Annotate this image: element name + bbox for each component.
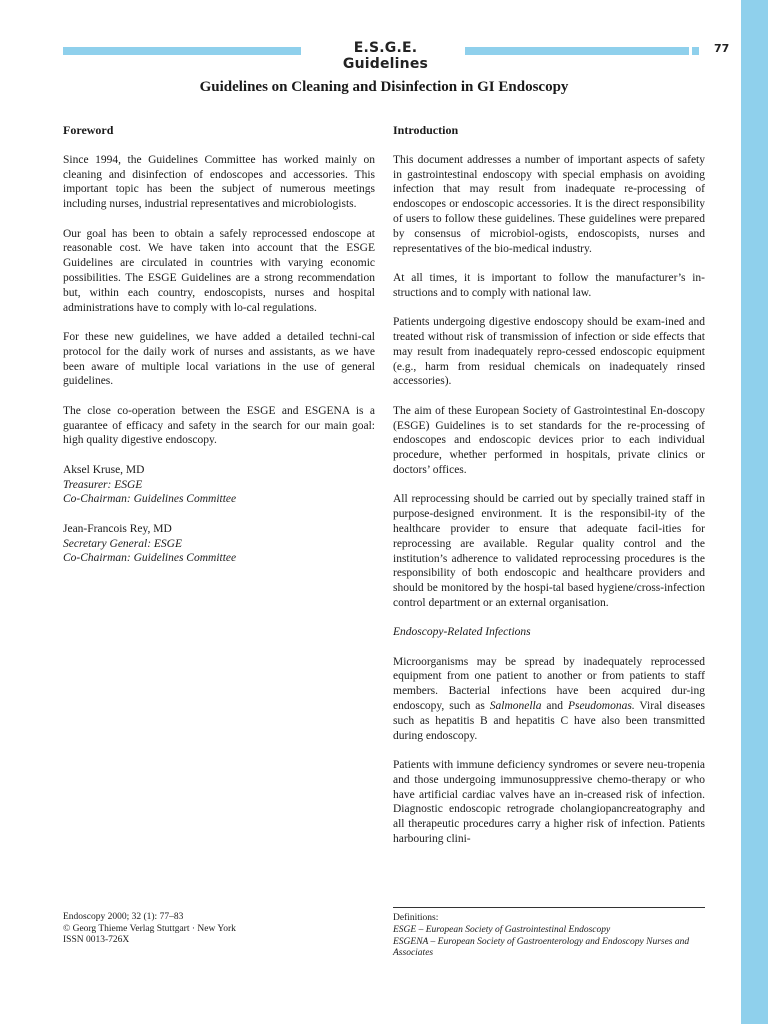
paragraph-text: Microorganisms may be spread by inadequately reprocessed equipment from one patient to another or from patients to staff members. Bacterial infections have been acquired dur-ing endoscopy, such as (393, 655, 705, 713)
page-number: 77 (714, 42, 730, 55)
signer-role: Co-Chairman: Guidelines Committee (63, 552, 237, 565)
signer-role: Co-Chairman: Guidelines Committee (63, 493, 237, 506)
signature-block-1 (63, 463, 375, 507)
introduction-paragraph-7: Patients with immune deficiency syndromes or severe neu-tropenia and those undergoing immunosuppressive chemo-therapy or who have artificial cardiac valves have an in-creased risk of infection. Diagnostic endoscopic retrograde cholangiopancreatography and all therapeutic procedures carry a higher risk of infection. Patients harbouring clini- (393, 759, 705, 846)
introduction-paragraph-2: At all times, it is important to follow the manufacturer’s in-structions and to comply with national law. (393, 271, 705, 299)
introduction-paragraph-3: Patients undergoing digestive endoscopy should be exam-ined and treated without risk of transmission of infection or side effects that may result from inadequately repro-cessed endoscopic equipment (e.g., harm from residual chemicals on inadequately rinsed accessories). (393, 316, 705, 388)
running-header (63, 40, 699, 72)
definitions-label: Definitions: (393, 913, 439, 923)
citation-line: Endoscopy 2000; 32 (1): 77–83 (63, 912, 184, 922)
definition-esge: ESGE – European Society of Gastrointestinal Endoscopy (393, 924, 611, 935)
signer-role: Secretary General: ESGE (63, 537, 183, 550)
foreword-paragraph-3: For these new guidelines, we have added a detailed techni-cal protocol for the daily work of nurses and assistants, as we have been aware of multiple local variations in the use of general guidelines. (63, 330, 375, 388)
introduction-paragraph-5: All reprocessing should be carried out by specially trained staff in purpose-designed environment. It is the responsibil-ity of the healthcare provider to ensure that adequate facil-ities for reprocessing are available. Regular quality control and the institution’s adherence to validated reprocessing procedures is the responsibility of both endoscopic and healthcare providers and should be monitored by the hospi-tal based hygiene/cross-infection control department or an external organisation. (393, 493, 705, 609)
footnote-divider (393, 907, 705, 908)
foreword-heading: Foreword (63, 123, 114, 137)
document-title: Guidelines on Cleaning and Disinfection in GI Endoscopy (199, 79, 569, 95)
definitions-footnote (393, 913, 705, 960)
paragraph-text: Viral diseases such as hepatitis B and hepatitis C have also been transmitted during endoscopy. (393, 700, 705, 742)
foreword-paragraph-2: Our goal has been to obtain a safely reprocessed endoscope at reasonable cost. We have taken into account that the ESGE Guidelines are circulated in countries with varying economic possibilities. The ESGE Guidelines are a strong recommendation but, within each country, endoscopists, nurses and hospital administrations have to comply with lo-cal regulations. (63, 227, 375, 314)
signer-role: Treasurer: ESGE (63, 478, 143, 491)
introduction-column (393, 123, 705, 861)
foreword-paragraph-4: The close co-operation between the ESGE and ESGENA is a guarantee of efficacy and safety in the search for our main goal: high quality digestive endoscopy. (63, 404, 375, 447)
introduction-heading: Introduction (393, 123, 459, 137)
section-subheading: Endoscopy-Related Infections (393, 626, 531, 639)
header-bar-right (465, 47, 689, 55)
header-bar-tick (692, 47, 699, 55)
side-color-strip (741, 0, 768, 1024)
foreword-column (63, 123, 375, 581)
signer-name: Aksel Kruse, MD (63, 463, 145, 476)
introduction-paragraph-4: The aim of these European Society of Gastrointestinal En-doscopy (ESGE) Guidelines is to set standards for the re-processing of endoscopes and endoscopic devices prior to each individual procedure, whether performed in hospitals, private clinics or doctors’ offices. (393, 404, 705, 476)
journal-section-title: E.S.G.E. Guidelines (342, 40, 429, 72)
signature-block-2 (63, 522, 375, 566)
header-bar-left (63, 47, 301, 55)
citation-footer (63, 912, 236, 947)
issn-line: ISSN 0013-726X (63, 935, 130, 945)
definition-esgena: ESGENA – European Society of Gastroenterology and Endoscopy Nurses and Associates (393, 936, 690, 959)
organism-name: Pseudomonas. (567, 700, 635, 713)
organism-name: Salmonella (489, 700, 542, 713)
introduction-paragraph-1: This document addresses a number of important aspects of safety in gastrointestinal endoscopy with special emphasis on avoiding infection that may result from inadequate re-processing of endoscopes or endoscopic accessories. It is the direct responsibility of users to follow these guidelines. These guidelines were prepared by consensus of microbiol-ogists, endoscopists, nurses and representatives of the bio-medical industry. (393, 153, 705, 255)
paragraph-text: and (541, 700, 568, 713)
introduction-paragraph-6 (393, 655, 705, 744)
foreword-paragraph-1: Since 1994, the Guidelines Committee has worked mainly on cleaning and disinfection of endoscopes and accessories. This important topic has been the subject of numerous meetings including nurses, industrial representatives and microbiologists. (63, 153, 375, 211)
signer-name: Jean-Francois Rey, MD (63, 522, 172, 535)
publisher-line: © Georg Thieme Verlag Stuttgart · New York (63, 923, 236, 934)
